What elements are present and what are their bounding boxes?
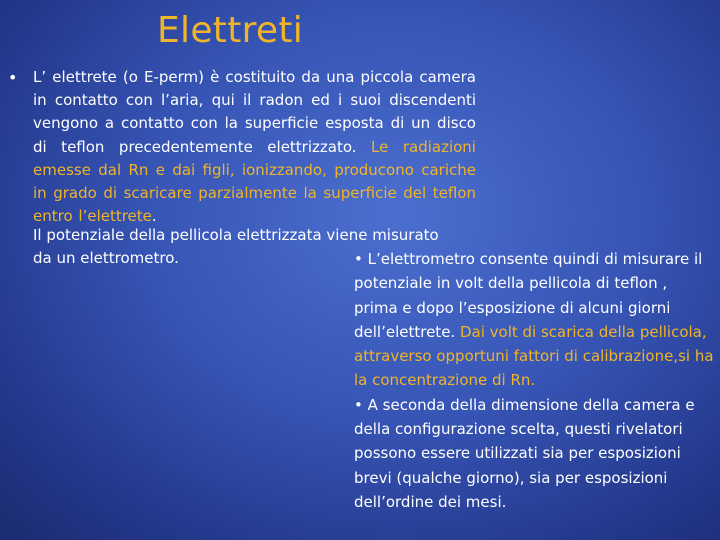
left-paragraph xyxy=(33,66,476,228)
right-paragraph-1-orange-text: Dai volt di scarica della pellicola, attraverso opportuni fattori di calibrazione,si ha la concentrazione di Rn. xyxy=(354,322,714,390)
right-paragraph-2-text: A seconda della dimensione della camera e della configurazione scelta, questi rivelatori possono essere utilizzati sia per esposizioni brevi (qualche giorno), sia per esposizioni dell’ordine dei mesi. xyxy=(354,395,695,511)
left-paragraph-period: . xyxy=(151,207,157,226)
right-paragraph-1-white-text: L’elettrometro consente quindi di misurare il potenziale in volt della pellicola di teflon , prima e dopo l’esposizione di alcuni giorni dell’elettrete. xyxy=(354,250,703,341)
left-tail-line-1: Il potenziale della pellicola elettrizzata viene misurato xyxy=(33,226,439,244)
left-paragraph-white-text: L’ elettrete (o E-perm) è costituito da una piccola camera in contatto con l’aria, qui il radon ed i suoi discendenti vengono a contatto con la superficie esposta di un disco di teflon precedentemente elettrizzato. xyxy=(33,68,476,156)
left-paragraph-orange-text: Le radiazioni emesse dal Rn e dai figli, ionizzando, producono cariche in grado di scaricare parzialmente la superficie del teflon entro l’elettrete xyxy=(33,137,476,226)
bullet-icon: • xyxy=(354,395,363,414)
left-tail-text xyxy=(33,224,439,270)
slide-title: Elettreti xyxy=(157,10,304,51)
right-paragraph-2 xyxy=(354,393,714,514)
bullet-icon: • xyxy=(354,250,363,268)
bullet-icon: • xyxy=(8,68,18,87)
right-paragraph-1 xyxy=(354,247,714,393)
left-tail-line-2: da un elettrometro. xyxy=(33,249,179,268)
right-column xyxy=(354,247,714,514)
